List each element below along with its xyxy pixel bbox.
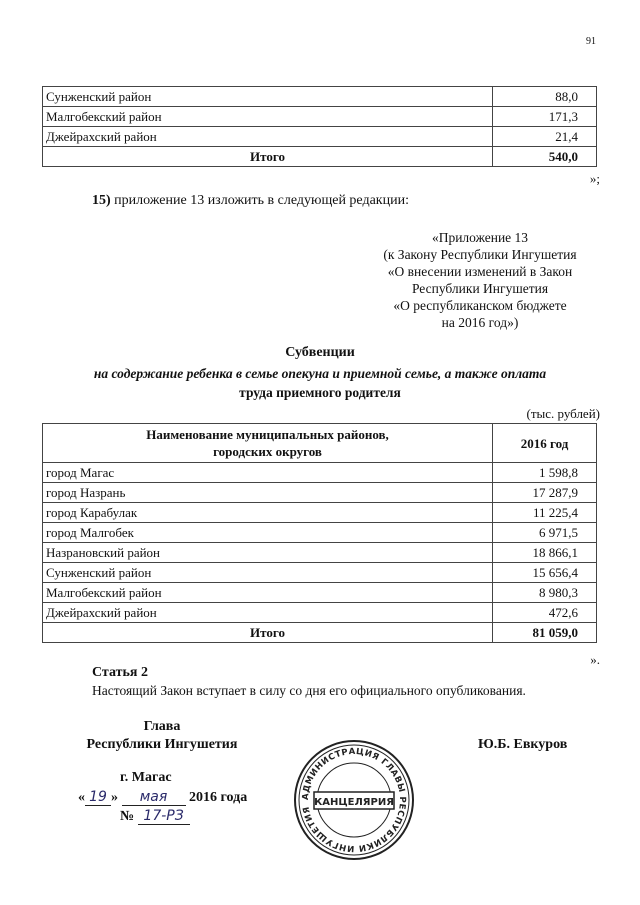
handwritten-number: 17-РЗ	[138, 808, 190, 825]
appendix-header	[360, 229, 600, 331]
allocation-table-continued	[42, 86, 597, 167]
table-row	[43, 107, 597, 127]
unit-label: (тыс. рублей)	[526, 406, 600, 421]
table1-close-mark: »;	[589, 171, 600, 186]
total-value: 81 059,0	[493, 623, 597, 643]
appendix-line: на 2016 год»)	[441, 315, 519, 330]
handwritten-month: мая	[122, 789, 186, 806]
table-row	[43, 543, 597, 563]
row-name: город Назрань	[43, 483, 493, 503]
row-value: 8 980,3	[493, 583, 597, 603]
appendix-line: «О республиканском бюджете	[393, 298, 567, 313]
table-row	[43, 127, 597, 147]
table-row	[43, 87, 597, 107]
table-row	[43, 603, 597, 623]
table-row	[43, 483, 597, 503]
total-label: Итого	[43, 623, 493, 643]
signing-place: г. Магас	[120, 770, 172, 785]
total-value: 540,0	[493, 147, 597, 167]
row-name: город Магас	[43, 463, 493, 483]
table-row	[43, 463, 597, 483]
total-row	[43, 623, 597, 643]
row-name: Сунженский район	[43, 87, 493, 107]
law-number: № 17-РЗ	[120, 808, 190, 825]
item-text: приложение 13 изложить в следующей редакции:	[110, 193, 409, 208]
subtitle-line: труда приемного родителя	[239, 385, 401, 400]
item-number: 15)	[92, 193, 111, 208]
total-row	[43, 147, 597, 167]
row-value: 88,0	[493, 87, 597, 107]
signatory-role: Глава Республики Ингушетия	[86, 719, 238, 752]
article-text: Настоящий Закон вступает в силу со дня его официального опубликования.	[92, 683, 526, 698]
table-row	[43, 563, 597, 583]
column-header-name: Наименование муниципальных районов, городских округов	[43, 424, 493, 463]
subtitle-line: на содержание ребенка в семье опекуна и приемной семье, а также оплата	[93, 366, 547, 381]
page-number: 91	[586, 36, 596, 47]
seal-ring-text: АДМИНИСТРАЦИЯ ГЛАВЫ РЕСПУБЛИКИ ИНГУШЕТИЯ	[300, 746, 408, 854]
row-name: Малгобекский район	[43, 583, 493, 603]
row-value: 11 225,4	[493, 503, 597, 523]
row-value: 15 656,4	[493, 563, 597, 583]
row-value: 6 971,5	[493, 523, 597, 543]
appendix-line: «О внесении изменений в Закон	[387, 264, 573, 279]
table-row	[43, 523, 597, 543]
appendix-line: «Приложение 13	[431, 230, 529, 245]
row-value: 18 866,1	[493, 543, 597, 563]
row-name: город Карабулак	[43, 503, 493, 523]
row-value: 171,3	[493, 107, 597, 127]
office-seal-stamp	[292, 738, 416, 862]
row-name: Сунженский район	[43, 563, 493, 583]
row-value: 1 598,8	[493, 463, 597, 483]
subvention-subtitle	[40, 364, 600, 402]
table-row	[43, 583, 597, 603]
handwritten-day: 19	[85, 789, 111, 806]
appendix-line: (к Закону Республики Ингушетия	[383, 247, 577, 262]
row-name: Джейрахский район	[43, 127, 493, 147]
subvention-table	[42, 423, 597, 643]
row-name: Джейрахский район	[43, 603, 493, 623]
column-header-year: 2016 год	[493, 424, 597, 463]
row-name: Назрановский район	[43, 543, 493, 563]
row-value: 472,6	[493, 603, 597, 623]
row-name: Малгобекский район	[43, 107, 493, 127]
row-name: город Малгобек	[43, 523, 493, 543]
table-row	[43, 503, 597, 523]
appendix-line: Республики Ингушетия	[411, 281, 549, 296]
article-title: Статья 2	[92, 665, 148, 680]
amendment-item-15	[92, 193, 409, 209]
seal-center-text: КАНЦЕЛЯРИЯ	[314, 797, 394, 808]
row-value: 17 287,9	[493, 483, 597, 503]
subvention-title: Субвенции	[285, 345, 355, 360]
signing-date: « 19 » мая 2016 года	[78, 789, 248, 805]
total-label: Итого	[43, 147, 493, 167]
table2-close-mark: ».	[590, 652, 600, 667]
signatory-name: Ю.Б. Евкуров	[478, 737, 568, 752]
row-value: 21,4	[493, 127, 597, 147]
